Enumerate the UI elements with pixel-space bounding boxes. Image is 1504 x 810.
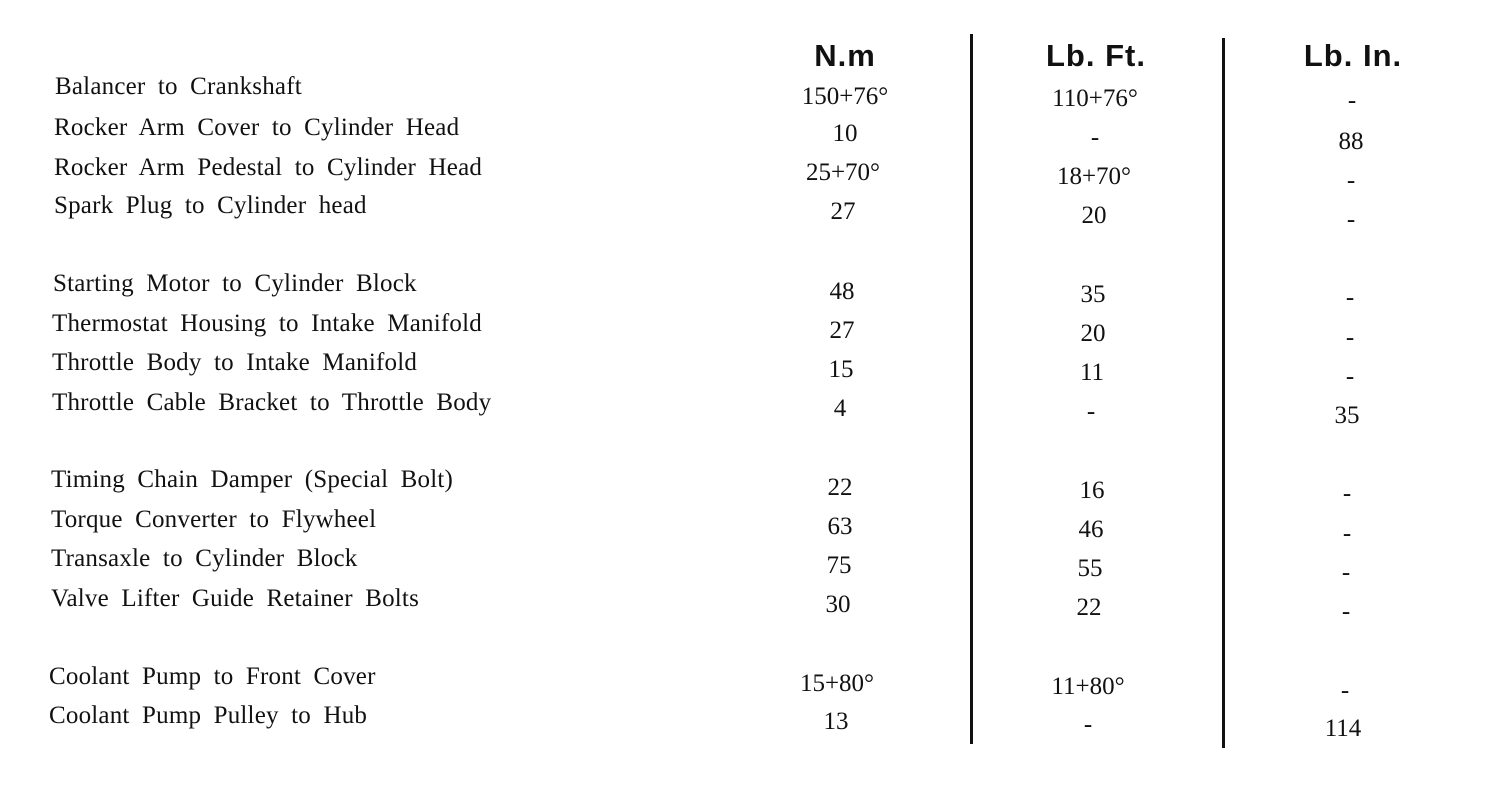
row-nm-value: 27: [830, 198, 856, 225]
row-lbin-value: -: [1342, 520, 1352, 547]
row-lbft-value: 22: [1076, 594, 1102, 621]
row-lbin-value: 88: [1338, 128, 1364, 155]
table-row: [0, 505, 1504, 547]
row-label: Rocker Arm Pedestal to Cylinder Head: [54, 154, 483, 181]
table-row: [0, 72, 1504, 114]
row-lbft-value: 20: [1081, 202, 1107, 229]
header-lbft: Lb. Ft.: [1046, 38, 1146, 73]
table-row: [0, 269, 1504, 311]
row-label: Balancer to Crankshaft: [55, 73, 302, 100]
table-row: [0, 113, 1504, 155]
row-lbft-value: 18+70°: [1056, 163, 1132, 190]
row-label: Coolant Pump to Front Cover: [49, 663, 376, 690]
row-label: Throttle Cable Bracket to Throttle Body: [52, 389, 492, 416]
table-row: [0, 191, 1504, 233]
row-lbft-value: 46: [1078, 516, 1104, 543]
row-nm-value: 48: [829, 278, 855, 305]
row-lbin-value: -: [1345, 363, 1355, 390]
row-label: Torque Converter to Flywheel: [51, 506, 377, 533]
row-nm-value: 150+76°: [801, 83, 889, 110]
row-nm-value: 75: [826, 552, 852, 579]
row-nm-value: 30: [825, 591, 851, 618]
row-nm-value: 25+70°: [805, 159, 881, 186]
table-row: [0, 153, 1504, 194]
row-lbft-value: 55: [1077, 555, 1103, 582]
row-lbft-value: 11+80°: [1051, 673, 1125, 700]
row-lbin-value: -: [1347, 87, 1357, 114]
row-lbin-value: -: [1345, 284, 1355, 311]
row-lbft-value: 110+76°: [1052, 85, 1138, 112]
table-row: [0, 388, 1504, 429]
table-row: [0, 544, 1504, 586]
row-lbin-value: -: [1346, 167, 1356, 194]
row-nm-value: 63: [827, 513, 853, 540]
row-lbft-value: 35: [1080, 281, 1106, 308]
table-row: [0, 662, 1504, 704]
row-nm-value: 10: [832, 120, 858, 147]
row-lbin-value: -: [1340, 677, 1350, 704]
row-lbft-value: -: [1083, 711, 1093, 738]
row-label: Spark Plug to Cylinder head: [54, 192, 367, 219]
table-row: [0, 465, 1504, 507]
row-lbft-value: 20: [1080, 320, 1106, 347]
row-lbin-value: -: [1342, 480, 1352, 507]
row-lbin-value: -: [1345, 324, 1355, 351]
row-label: Thermostat Housing to Intake Manifold: [52, 310, 482, 337]
row-label: Coolant Pump Pulley to Hub: [49, 702, 368, 729]
row-lbin-value: -: [1341, 598, 1351, 625]
row-nm-value: 27: [829, 317, 855, 344]
row-nm-value: 15+80°: [799, 670, 875, 697]
header-nm: N.m: [814, 38, 876, 73]
row-lbin-value: 114: [1324, 715, 1362, 742]
row-label: Starting Motor to Cylinder Block: [53, 270, 417, 297]
row-label: Rocker Arm Cover to Cylinder Head: [54, 114, 460, 141]
row-nm-value: 4: [833, 395, 847, 422]
table-row: [0, 701, 1504, 742]
row-lbft-value: 11: [1079, 359, 1105, 386]
table-row: [0, 348, 1504, 390]
row-label: Throttle Body to Intake Manifold: [52, 349, 418, 376]
row-lbft-value: -: [1090, 124, 1100, 151]
row-label: Transaxle to Cylinder Block: [51, 545, 358, 572]
row-label: Valve Lifter Guide Retainer Bolts: [51, 585, 420, 612]
table-row: [0, 309, 1504, 351]
row-lbft-value: 16: [1079, 477, 1105, 504]
row-lbin-value: -: [1346, 206, 1356, 233]
table-row: [0, 584, 1504, 625]
row-label: Timing Chain Damper (Special Bolt): [51, 466, 454, 493]
row-lbin-value: 35: [1334, 402, 1360, 429]
row-nm-value: 22: [827, 474, 853, 501]
row-nm-value: 13: [823, 708, 849, 735]
row-lbft-value: -: [1086, 398, 1096, 425]
row-lbin-value: -: [1341, 559, 1351, 586]
header-lbin: Lb. In.: [1303, 38, 1403, 73]
row-nm-value: 15: [828, 356, 854, 383]
